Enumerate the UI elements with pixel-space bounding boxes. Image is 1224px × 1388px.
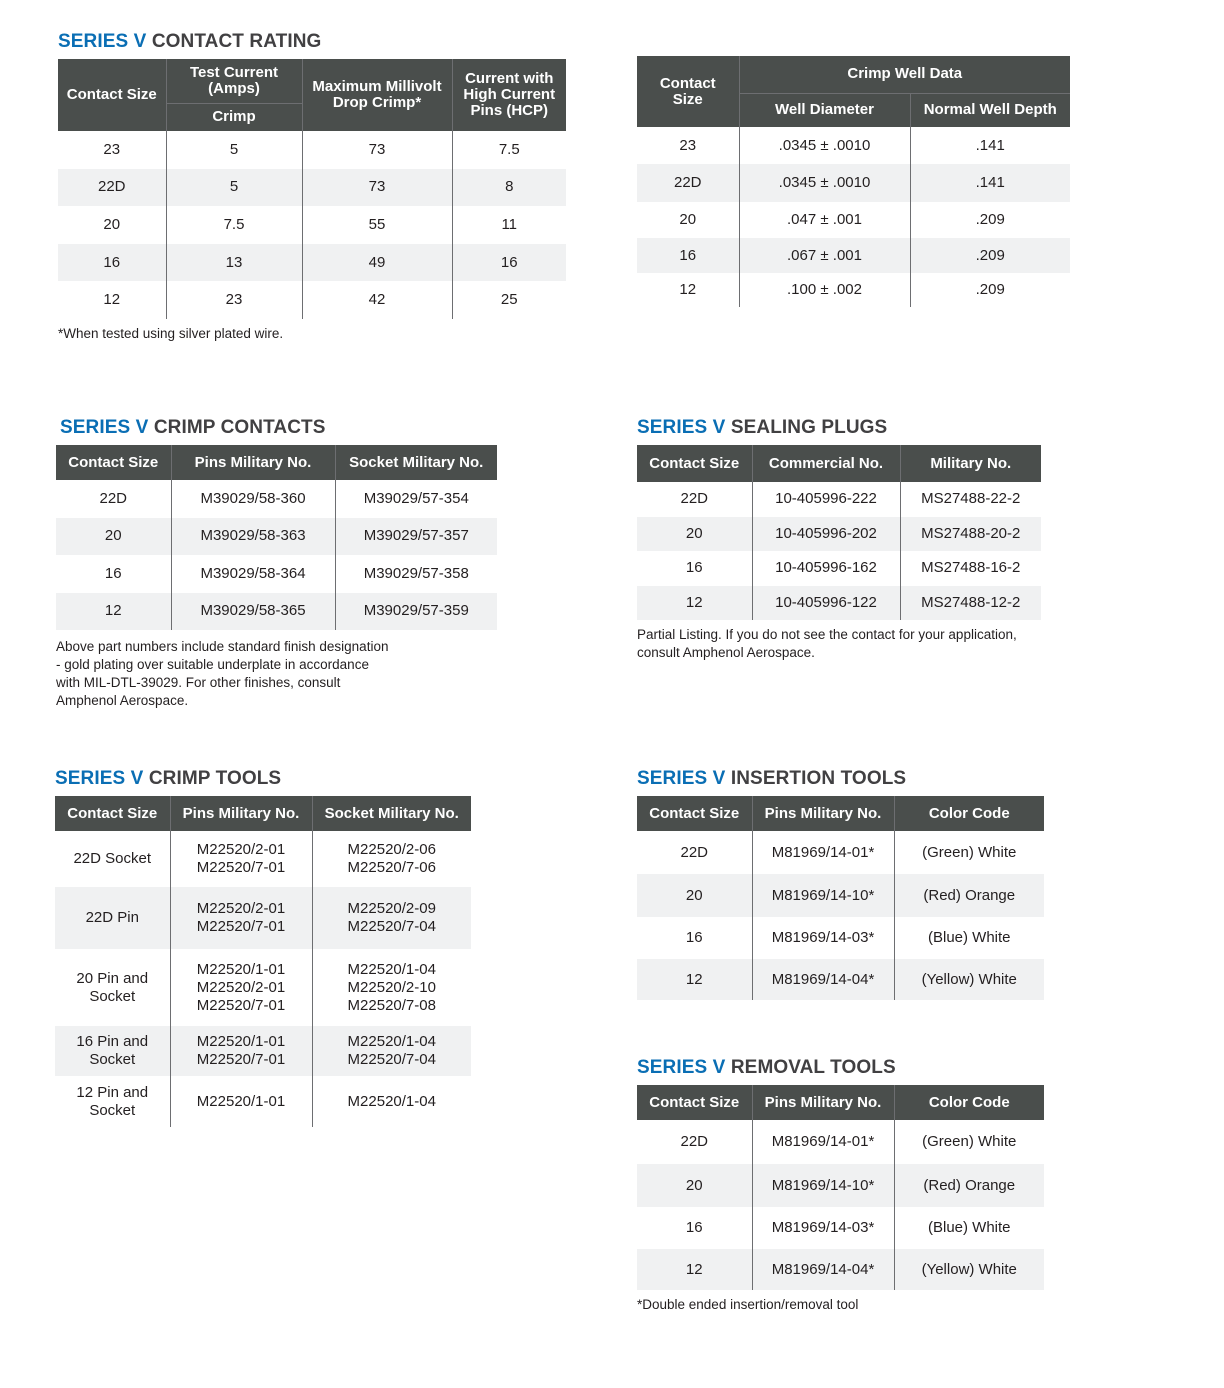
cell-line: M22520/7-08 [347, 996, 436, 1014]
note-line: with MIL-DTL-39029. For other finishes, consult [56, 675, 341, 690]
table-cell [170, 887, 312, 949]
cell-line: 22D Socket [73, 850, 152, 867]
table-cell: 5 [166, 169, 302, 207]
table-cell: M39029/57-354 [335, 480, 497, 518]
table-cell: (Yellow) White [894, 959, 1044, 1000]
removal-tools-table [637, 1085, 1044, 1290]
removal-tools-body [637, 1120, 1044, 1290]
crimp-contacts-note [56, 638, 497, 710]
cell-line: M22520/1-04 [347, 960, 436, 978]
table-row [56, 480, 497, 518]
title-brand: SERIES V [58, 31, 147, 52]
table-cell: 12 [637, 1249, 752, 1290]
table-cell: 7.5 [166, 206, 302, 244]
table-cell: 22D [637, 164, 739, 202]
sealing-plugs-note [637, 626, 1041, 662]
title-text: REMOVAL TOOLS [730, 1057, 896, 1078]
table-row [637, 917, 1044, 959]
table-cell: M81969/14-10* [752, 1164, 894, 1207]
insertion-tools-title [637, 768, 1044, 790]
table-cell [170, 949, 312, 1026]
table-cell [55, 1076, 170, 1127]
cell-line: 16 Pin and [76, 1033, 149, 1050]
table-cell: MS27488-16-2 [900, 551, 1041, 586]
header-millivolt: Maximum Millivolt Drop Crimp* [302, 59, 452, 131]
table-cell: 20 [56, 518, 171, 556]
table-cell: 22D [637, 482, 752, 517]
table-cell: .209 [910, 273, 1070, 307]
table-cell: 16 [452, 244, 566, 282]
title-text: SEALING PLUGS [730, 417, 888, 438]
table-cell: .141 [910, 164, 1070, 202]
table-cell: 8 [452, 169, 566, 207]
table-row [637, 586, 1041, 621]
table-cell: .209 [910, 202, 1070, 238]
table-cell: MS27488-12-2 [900, 586, 1041, 621]
table-row [637, 202, 1070, 238]
table-row [55, 1076, 471, 1127]
cell-line: M22520/2-06 [347, 841, 436, 858]
header-hcp: Current with High Current Pins (HCP) [452, 59, 566, 131]
table-cell: 22D [58, 169, 166, 207]
column-header: Military No. [900, 445, 1041, 482]
table-cell: 12 [637, 586, 752, 621]
cell-line: M22520/7-06 [347, 859, 436, 876]
title-text: CONTACT RATING [151, 31, 322, 52]
cell-line: 22D Pin [85, 909, 139, 926]
table-row [56, 593, 497, 631]
table-cell: .0345 ± .0010 [739, 127, 910, 164]
table-row [637, 1164, 1044, 1207]
table-cell: 23 [166, 281, 302, 319]
contact-rating-title [58, 31, 566, 53]
table-row [55, 1026, 471, 1076]
title-brand: SERIES V [55, 768, 144, 789]
table-cell: 16 [637, 238, 739, 273]
table-cell [312, 1076, 471, 1127]
removal-tools-note: *Double ended insertion/removal tool [637, 1297, 859, 1312]
table-cell: (Blue) White [894, 1207, 1044, 1249]
table-row [55, 831, 471, 887]
table-cell: M81969/14-03* [752, 1207, 894, 1249]
removal-tools-section [637, 1057, 1044, 1314]
note-line: Amphenol Aerospace. [56, 693, 189, 708]
title-brand: SERIES V [60, 417, 149, 438]
crimp-contacts-table [56, 445, 497, 630]
table-cell: 16 [637, 1207, 752, 1249]
table-row [637, 273, 1070, 307]
column-header: Contact Size [637, 796, 752, 831]
column-header: Socket Military No. [335, 445, 497, 480]
cell-line: M22520/2-09 [347, 900, 436, 917]
cell-line: Socket [89, 1051, 136, 1068]
table-cell: M39029/57-359 [335, 593, 497, 631]
cell-line: M22520/2-01 [196, 841, 286, 858]
crimp-contacts-body [56, 480, 497, 630]
table-cell [312, 949, 471, 1026]
note-line: Above part numbers include standard finish designation [56, 639, 389, 654]
table-cell: 5 [166, 131, 302, 169]
contact-rating-section [58, 31, 566, 343]
table-cell: M39029/58-364 [171, 555, 335, 593]
crimp-contacts-section [56, 417, 497, 710]
title-brand: SERIES V [637, 1057, 726, 1078]
table-row [58, 206, 566, 244]
header-contact-size: Contact Size [637, 56, 739, 127]
table-row [58, 281, 566, 319]
table-row [58, 244, 566, 282]
table-cell: 16 [637, 551, 752, 586]
cell-line: M22520/7-01 [196, 996, 286, 1014]
crimp-tools-section [55, 768, 471, 1127]
table-cell: 12 [637, 959, 752, 1000]
sealing-plugs-section [637, 417, 1041, 662]
table-cell: 16 [637, 917, 752, 959]
cell-line: M22520/7-04 [347, 1051, 436, 1068]
crimp-tools-table [55, 796, 471, 1127]
header-well-diameter: Well Diameter [739, 93, 910, 127]
table-row [637, 959, 1044, 1000]
note-line: consult Amphenol Aerospace. [637, 645, 815, 660]
cell-line: Socket [89, 1101, 136, 1119]
table-row [637, 127, 1070, 164]
column-header: Contact Size [55, 796, 170, 831]
table-cell: M81969/14-01* [752, 831, 894, 874]
note-line: Partial Listing. If you do not see the contact for your application, [637, 627, 1017, 642]
table-cell: .047 ± .001 [739, 202, 910, 238]
table-cell: (Green) White [894, 831, 1044, 874]
table-cell [170, 1076, 312, 1127]
insertion-tools-table [637, 796, 1044, 1000]
table-row [637, 164, 1070, 202]
table-cell [55, 949, 170, 1026]
table-cell: M81969/14-04* [752, 959, 894, 1000]
table-cell: (Yellow) White [894, 1249, 1044, 1290]
cell-line: M22520/7-01 [196, 1051, 286, 1068]
table-cell: (Green) White [894, 1120, 1044, 1164]
table-cell: M39029/57-357 [335, 518, 497, 556]
table-row [58, 131, 566, 169]
column-header: Commercial No. [752, 445, 900, 482]
table-cell: 49 [302, 244, 452, 282]
table-cell: 42 [302, 281, 452, 319]
table-cell: 23 [637, 127, 739, 164]
contact-rating-body [58, 131, 566, 319]
table-row [58, 169, 566, 207]
table-cell [170, 1026, 312, 1076]
table-cell: 20 [637, 1164, 752, 1207]
insertion-tools-body [637, 831, 1044, 1000]
table-cell: (Red) Orange [894, 1164, 1044, 1207]
sealing-plugs-body [637, 482, 1041, 620]
table-row [637, 1207, 1044, 1249]
cell-line: 20 Pin and [76, 969, 149, 987]
table-cell: 10-405996-162 [752, 551, 900, 586]
column-header: Pins Military No. [752, 1085, 894, 1120]
table-cell: 22D [56, 480, 171, 518]
table-cell: 22D [637, 1120, 752, 1164]
table-cell: 16 [58, 244, 166, 282]
cell-line: M22520/1-04 [347, 1033, 436, 1050]
table-cell: 20 [58, 206, 166, 244]
table-cell: .100 ± .002 [739, 273, 910, 307]
column-header: Pins Military No. [171, 445, 335, 480]
table-cell: (Red) Orange [894, 874, 1044, 917]
table-cell: 73 [302, 131, 452, 169]
contact-rating-table [58, 59, 566, 319]
table-row [637, 482, 1041, 517]
table-cell: 12 [637, 273, 739, 307]
table-cell: 20 [637, 517, 752, 552]
column-header: Pins Military No. [752, 796, 894, 831]
header-test-current: Test Current (Amps) [166, 59, 302, 103]
table-cell: M81969/14-10* [752, 874, 894, 917]
table-cell: MS27488-20-2 [900, 517, 1041, 552]
crimp-tools-title [55, 768, 471, 790]
table-row [56, 555, 497, 593]
table-row [637, 1120, 1044, 1164]
note-line: - gold plating over suitable underplate in accordance [56, 657, 369, 672]
table-row [637, 517, 1041, 552]
table-cell [312, 887, 471, 949]
table-cell: 16 [56, 555, 171, 593]
cell-line: M22520/2-10 [347, 978, 436, 996]
table-cell: M81969/14-01* [752, 1120, 894, 1164]
column-header: Color Code [894, 796, 1044, 831]
title-brand: SERIES V [637, 768, 726, 789]
table-row [637, 238, 1070, 273]
table-cell: 25 [452, 281, 566, 319]
cell-line: M22520/1-01 [196, 1092, 286, 1110]
table-cell [55, 831, 170, 887]
table-cell: 10-405996-222 [752, 482, 900, 517]
title-text: INSERTION TOOLS [730, 768, 907, 789]
table-cell: M39029/58-360 [171, 480, 335, 518]
header-crimp-well-data: Crimp Well Data [739, 56, 1070, 93]
table-cell: 12 [56, 593, 171, 631]
column-header: Socket Military No. [312, 796, 471, 831]
table-cell [55, 1026, 170, 1076]
cell-line: 12 Pin and [76, 1083, 149, 1101]
table-cell: 23 [58, 131, 166, 169]
crimp-contacts-title [60, 417, 497, 439]
table-row [637, 1249, 1044, 1290]
table-cell [312, 831, 471, 887]
cell-line: M22520/7-04 [347, 918, 436, 935]
column-header: Contact Size [637, 1085, 752, 1120]
table-cell: 10-405996-202 [752, 517, 900, 552]
table-cell: 11 [452, 206, 566, 244]
cell-line: M22520/1-04 [347, 1092, 436, 1110]
table-cell: M39029/58-365 [171, 593, 335, 631]
table-cell: 10-405996-122 [752, 586, 900, 621]
table-cell: 20 [637, 202, 739, 238]
table-cell: M39029/57-358 [335, 555, 497, 593]
table-cell: 20 [637, 874, 752, 917]
contact-rating-note: *When tested using silver plated wire. [58, 325, 284, 341]
header-contact-size: Contact Size [58, 59, 166, 131]
table-cell: .0345 ± .0010 [739, 164, 910, 202]
column-header: Contact Size [637, 445, 752, 482]
header-crimp: Crimp [166, 103, 302, 131]
table-cell: 55 [302, 206, 452, 244]
cell-line: M22520/2-01 [196, 900, 286, 917]
table-cell: 12 [58, 281, 166, 319]
title-brand: SERIES V [637, 417, 726, 438]
table-cell: 13 [166, 244, 302, 282]
crimp-well-section [637, 56, 1070, 307]
table-cell: MS27488-22-2 [900, 482, 1041, 517]
table-cell [312, 1026, 471, 1076]
title-text: CRIMP CONTACTS [153, 417, 326, 438]
removal-tools-title [637, 1057, 1044, 1079]
column-header: Color Code [894, 1085, 1044, 1120]
table-cell: (Blue) White [894, 917, 1044, 959]
crimp-well-body [637, 127, 1070, 307]
table-cell: .209 [910, 238, 1070, 273]
table-cell [55, 887, 170, 949]
table-cell [170, 831, 312, 887]
header-well-depth: Normal Well Depth [910, 93, 1070, 127]
table-cell: 73 [302, 169, 452, 207]
cell-line: M22520/7-01 [196, 859, 286, 876]
table-cell: M81969/14-03* [752, 917, 894, 959]
table-row [637, 551, 1041, 586]
table-cell: M81969/14-04* [752, 1249, 894, 1290]
column-header: Contact Size [56, 445, 171, 480]
table-row [56, 518, 497, 556]
table-row [55, 887, 471, 949]
table-row [637, 874, 1044, 917]
crimp-tools-body [55, 831, 471, 1127]
cell-line: Socket [89, 987, 136, 1005]
crimp-well-table [637, 56, 1070, 307]
sealing-plugs-table [637, 445, 1041, 620]
title-text: CRIMP TOOLS [148, 768, 282, 789]
table-cell: .141 [910, 127, 1070, 164]
table-cell: 22D [637, 831, 752, 874]
table-cell: 7.5 [452, 131, 566, 169]
insertion-tools-section [637, 768, 1044, 1000]
cell-line: M22520/1-01 [196, 960, 286, 978]
table-row [637, 831, 1044, 874]
cell-line: M22520/7-01 [196, 918, 286, 935]
table-cell: .067 ± .001 [739, 238, 910, 273]
cell-line: M22520/2-01 [196, 978, 286, 996]
sealing-plugs-title [637, 417, 1041, 439]
column-header: Pins Military No. [170, 796, 312, 831]
table-row [55, 949, 471, 1026]
cell-line: M22520/1-01 [196, 1033, 286, 1050]
table-cell: M39029/58-363 [171, 518, 335, 556]
